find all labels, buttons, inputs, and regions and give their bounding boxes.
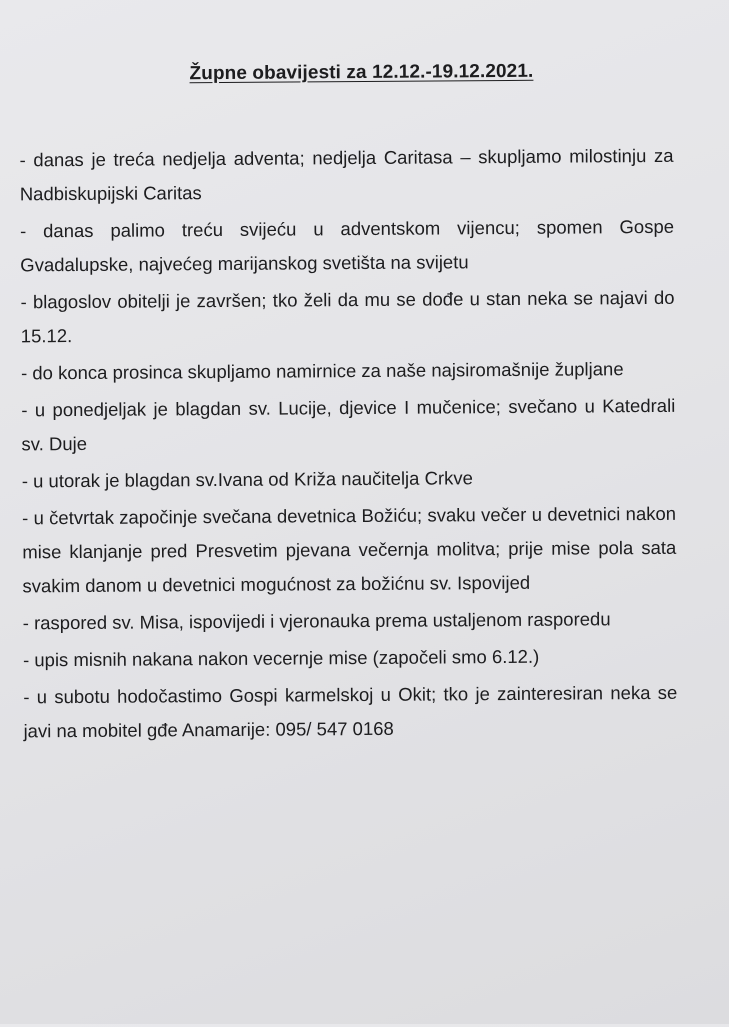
announcement-item-8: - raspored sv. Misa, ispovijedi i vjeronauka prema ustaljenom rasporedu [22,608,611,634]
announcement-item-2: - danas palimo treću svijeću u adventskom vijencu; spomen Gospe Gvadalupske, najvećeg marijanskog svetišta na svijetu [19,215,675,276]
announcement-item-7: - u četvrtak započinje svečana devetnica Božiću; svaku večer u devetnici nakon mise klanjanje pred Presvetim pjevana večernja molitva; prije mise pola sata svakim danom u devetnici mogućnost za božićnu sv. Ispovijed [21,502,677,597]
announcement-item-3: - blagoslov obitelji je završen; tko želi da mu se dođe u stan neka se najavi do 15.12. [20,286,675,347]
announcement-item-10: - u subotu hodočastimo Gospi karmelskoj u Okit; tko je zainteresiran neka se javi na mobitel gđe Anamarije: 095/ 547 0168 [23,681,678,742]
announcement-item-6: - u utorak je blagdan sv.Ivana od Križa naučitelja Crkve [21,467,473,492]
page-title: Župne obavijesti za 12.12.-19.12.2021. [189,60,534,85]
announcement-item-5: - u ponedjeljak je blagdan sv. Lucije, djevice I mučenice; svečano u Katedrali sv. Duje [21,394,676,455]
announcement-item-9: - upis misnih nakana nakon vecernje mise (započeli smo 6.12.) [22,645,540,671]
announcement-list [19,139,677,752]
announcement-item-1: - danas je treća nedjelja adventa; nedjelja Caritasa – skupljamo milostinju za Nadbiskupijski Caritas [19,144,674,205]
announcement-item-4: - do konca prosinca skupljamo namirnice za naše najsiromašnije župljane [20,358,624,384]
